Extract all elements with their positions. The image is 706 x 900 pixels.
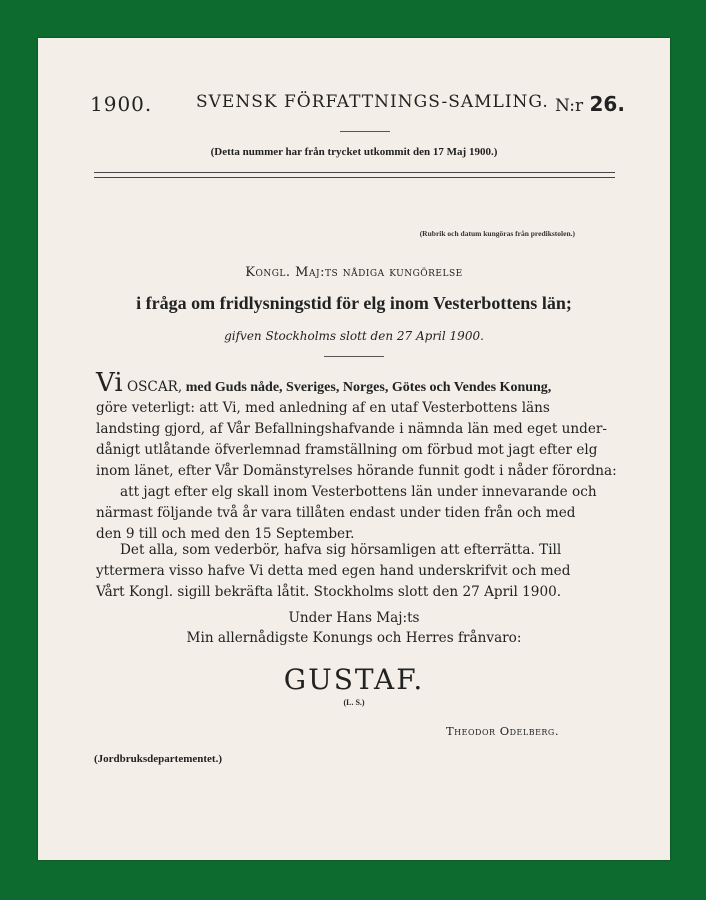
header-series-title: SVENSK FÖRFATTNINGS-SAMLING.: [196, 92, 549, 112]
document-page: [38, 38, 670, 860]
seal-mark: (L. S.): [343, 698, 365, 707]
paragraph-line: att jagt efter elg skall inom Vesterbottens län under innevarande och: [120, 484, 597, 500]
signature-line-1: Under Hans Maj:ts: [288, 610, 420, 626]
paragraph-line: Det alla, som vederbör, hafva sig hörsamligen att efterrätta. Till: [120, 542, 562, 558]
paragraph-line: den 9 till och med den 15 September.: [96, 526, 355, 542]
decree-given: gifven Stockholms slott den 27 April 1900.: [224, 329, 484, 343]
paragraph-line: dånigt utlåtande öfverlemnad framställning om förbud mot jagt efter elg: [96, 442, 598, 458]
countersignature: Theodor Odelberg.: [446, 724, 559, 738]
title-divider: [324, 356, 384, 357]
double-rule: [94, 172, 615, 178]
initial-vi: Vi: [96, 368, 123, 398]
king-name: OSCAR,: [122, 379, 183, 395]
opening-line: [96, 368, 614, 398]
issued-note: (Detta nummer har från trycket utkommit den 17 Maj 1900.): [210, 146, 498, 158]
king-titles: med Guds nåde, Sveriges, Norges, Götes och Vendes Konung,: [182, 380, 552, 395]
decree-kind: Kongl. Maj:ts nådiga kungörelse: [245, 265, 463, 280]
paragraph-line: närmast följande två år vara tillåten endast under tiden från och med: [96, 505, 576, 521]
paragraph-line: inom länet, efter Vår Domänstyrelses hörande funnit godt i nåder förordna:: [96, 463, 617, 479]
number-prefix: N:r: [555, 96, 584, 116]
signer-name: GUSTAF.: [283, 663, 425, 696]
header-divider: [340, 131, 390, 132]
rubrik-note: (Rubrik och datum kungöras från predikstolen.): [419, 229, 575, 238]
paragraph-line: Vårt Kongl. sigill bekräfta låtit. Stockholms slott den 27 April 1900.: [96, 584, 562, 600]
header-year: 1900.: [90, 92, 153, 116]
decree-title: i fråga om fridlysningstid för elg inom Vesterbottens län;: [136, 293, 572, 313]
body-paragraph-3: [96, 540, 614, 603]
header-number: [555, 92, 625, 116]
number-value: 26.: [589, 92, 625, 116]
signature-preamble: [38, 608, 670, 648]
body-paragraph-1: [96, 368, 617, 545]
paragraph-line: yttermera visso hafve Vi detta med egen hand underskrifvit och med: [96, 563, 571, 579]
paragraph-line: göre veterligt: att Vi, med anledning af en utaf Vesterbottens läns: [96, 400, 550, 416]
paragraph-line: landsting gjord, af Vår Befallningshafvande i nämnda län med eget under-: [96, 421, 607, 437]
department-note: (Jordbruksdepartementet.): [94, 753, 223, 765]
signature-line-2: Min allernådigste Konungs och Herres frånvaro:: [186, 630, 522, 646]
